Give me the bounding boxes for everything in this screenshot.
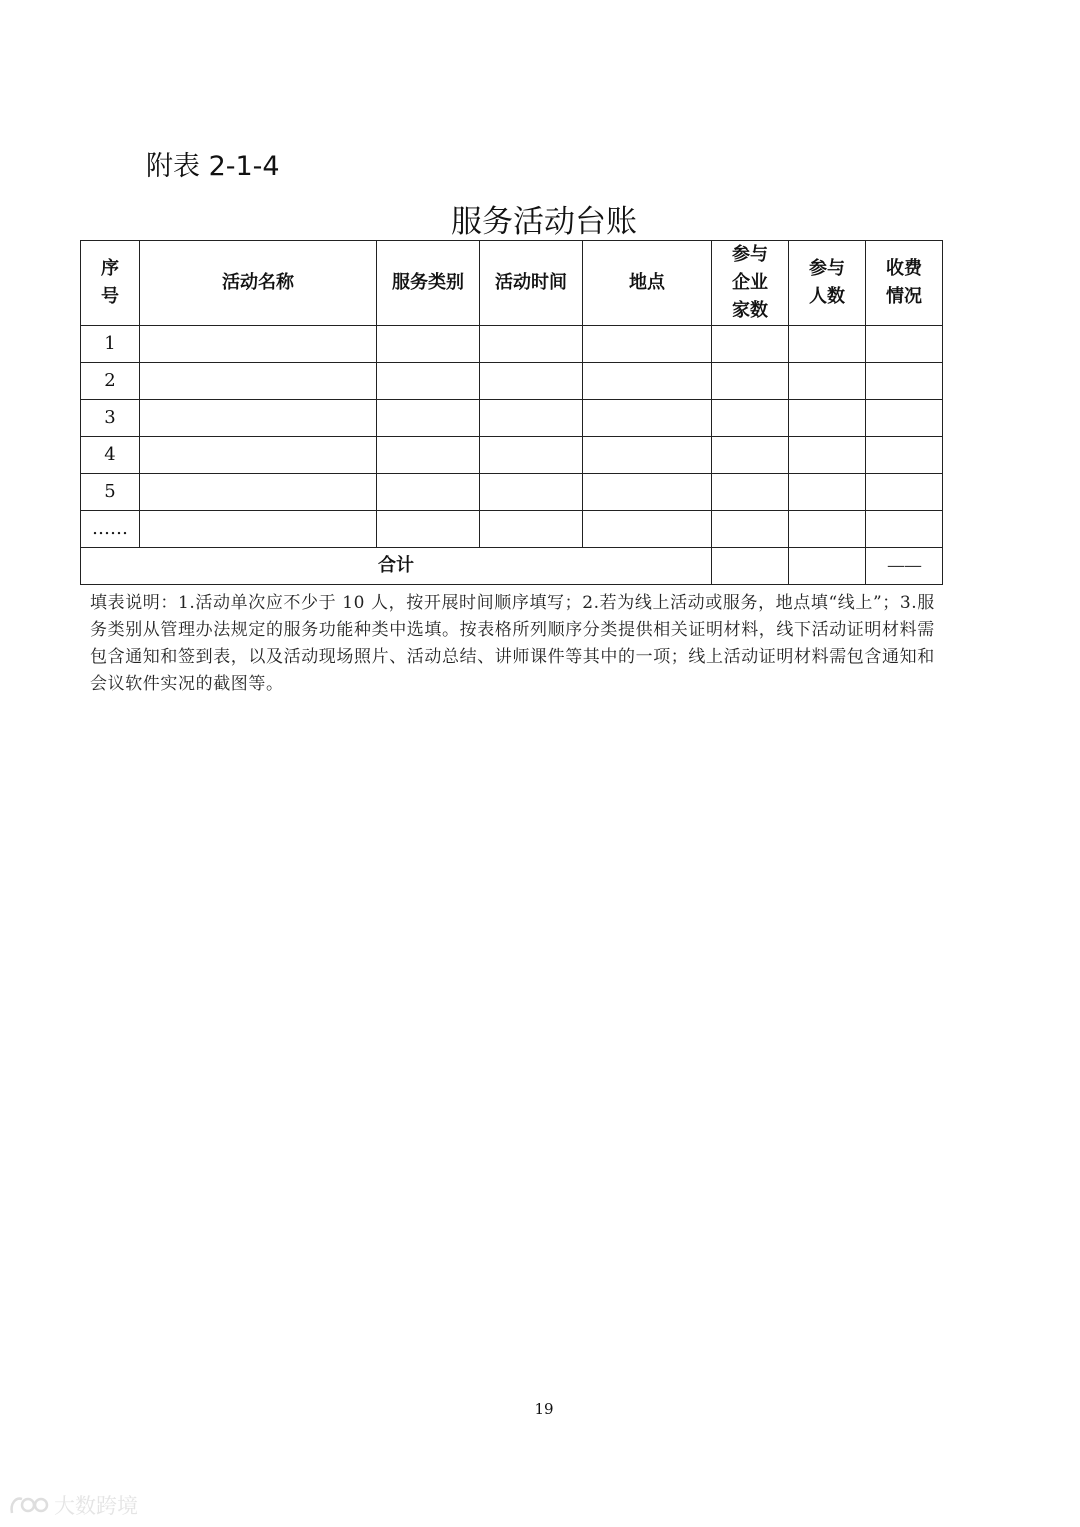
cell-companies — [712, 511, 789, 548]
cell-activity-name — [140, 363, 377, 400]
cell-activity-time — [480, 363, 583, 400]
cell-fee — [866, 511, 943, 548]
cell-participants — [789, 474, 866, 511]
cell-service-category — [377, 437, 480, 474]
cell-service-category — [377, 400, 480, 437]
cell-participants — [789, 326, 866, 363]
row-index: 2 — [81, 363, 140, 400]
row-index: …… — [81, 511, 140, 548]
watermark-text: 大数跨境 — [54, 1494, 138, 1518]
table-row — [81, 363, 943, 400]
cell-activity-name — [140, 400, 377, 437]
cell-activity-name — [140, 326, 377, 363]
total-companies — [712, 548, 789, 585]
cell-activity-time — [480, 511, 583, 548]
row-index: 1 — [81, 326, 140, 363]
header-service-category: 服务类别 — [377, 241, 480, 326]
table-row — [81, 474, 943, 511]
cell-service-category — [377, 474, 480, 511]
cell-location — [583, 326, 712, 363]
cell-activity-time — [480, 437, 583, 474]
fill-instructions: 填表说明：1.活动单次应不少于 10 人，按开展时间顺序填写；2.若为线上活动或服务，地点填“线上”；3.服务类别从管理办法规定的服务功能种类中选填。按表格所列顺序分类提供相关证明材料，线下活动证明材料需包含通知和签到表，以及活动现场照片、活动总结、讲师课件等其中的一项；线上活动证明材料需包含通知和会议软件实况的截图等。 — [90, 593, 935, 694]
cell-fee — [866, 326, 943, 363]
header-fee-status: 收费 情况 — [866, 241, 943, 326]
cell-activity-time — [480, 474, 583, 511]
cell-companies — [712, 400, 789, 437]
cell-location — [583, 400, 712, 437]
header-participant-count: 参与 人数 — [789, 241, 866, 326]
cell-fee — [866, 474, 943, 511]
cell-fee — [866, 437, 943, 474]
cell-service-category — [377, 326, 480, 363]
cell-activity-time — [480, 326, 583, 363]
cell-companies — [712, 363, 789, 400]
header-index: 序 号 — [81, 241, 140, 326]
row-index: 5 — [81, 474, 140, 511]
cell-fee — [866, 400, 943, 437]
total-participants — [789, 548, 866, 585]
cell-companies — [712, 437, 789, 474]
watermark — [8, 1490, 138, 1520]
table-header-row — [81, 241, 943, 326]
table-row — [81, 511, 943, 548]
appendix-label: 附表 2-1-4 — [146, 151, 280, 182]
cell-participants — [789, 363, 866, 400]
table-row — [81, 400, 943, 437]
header-activity-name: 活动名称 — [140, 241, 377, 326]
cell-activity-name — [140, 437, 377, 474]
cell-service-category — [377, 511, 480, 548]
cell-service-category — [377, 363, 480, 400]
header-location: 地点 — [583, 241, 712, 326]
brand-logo-icon — [8, 1493, 50, 1517]
cell-participants — [789, 400, 866, 437]
cell-participants — [789, 511, 866, 548]
cell-activity-name — [140, 474, 377, 511]
cell-location — [583, 437, 712, 474]
header-participating-companies: 参与 企业 家数 — [712, 241, 789, 326]
table-row — [81, 326, 943, 363]
cell-companies — [712, 326, 789, 363]
cell-activity-time — [480, 400, 583, 437]
total-fee-mark: —— — [866, 548, 943, 585]
cell-fee — [866, 363, 943, 400]
row-index: 3 — [81, 400, 140, 437]
cell-location — [583, 474, 712, 511]
service-activity-ledger-table — [80, 240, 943, 585]
table-total-row — [81, 548, 943, 585]
cell-activity-name — [140, 511, 377, 548]
cell-participants — [789, 437, 866, 474]
cell-location — [583, 511, 712, 548]
row-index: 4 — [81, 437, 140, 474]
cell-companies — [712, 474, 789, 511]
total-label: 合计 — [81, 548, 712, 585]
table-row — [81, 437, 943, 474]
cell-location — [583, 363, 712, 400]
header-activity-time: 活动时间 — [480, 241, 583, 326]
page-title: 服务活动台账 — [451, 204, 637, 240]
page-number: 19 — [534, 1400, 554, 1418]
